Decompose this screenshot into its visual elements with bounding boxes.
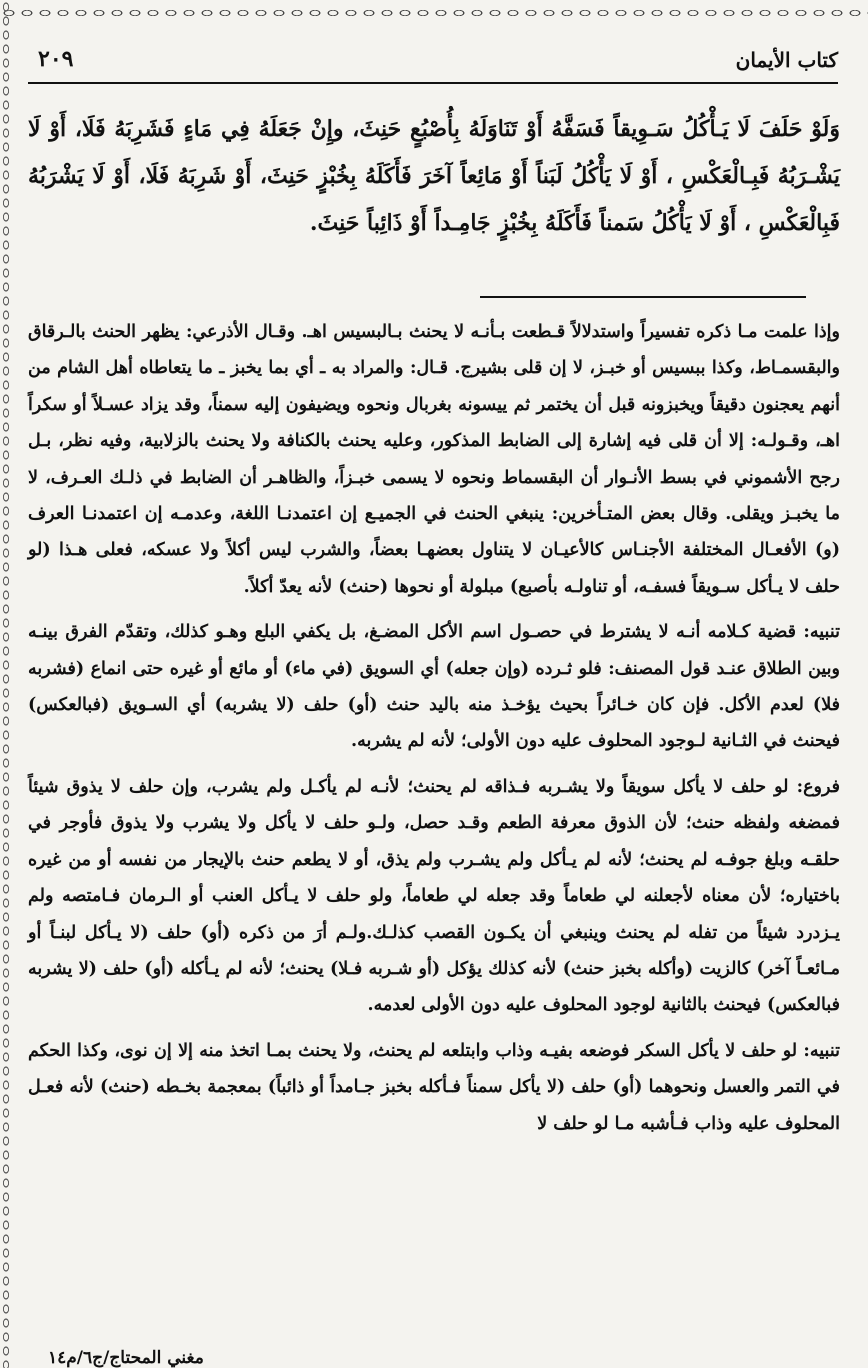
main-text-paragraph: وَلَوْ حَلَفَ لَا يَـأْكُلُ سَـوِيقاً فَسَفَّهُ أَوْ تَنَاوَلَهُ بِأُصْبُعٍ حَنِثَ، وإِنْ جَعَلَهُ فِي مَاءٍ فَشَرِبَهُ فَلَا، أَوْ لَا يَشْـرَبُهُ فَبِـالْعَكْسِ ، أَوْ لَا يَأْكُلُ لَبَناً أَوْ مَائِعاً آخَرَ فَأَكَلَهُ بِخُبْزٍ حَنِثَ، أَوْ شَرِبَهُ فَلَا، أَوْ لَا يَشْرَبُهُ فَبِالْعَكْسِ ، أَوْ لَا يَأْكُلُ سَمناً فَأَكَلَهُ بِخُبْزٍ جَامِـداً أَوْ ذَائِباً حَنِثَ. xyxy=(28,116,840,236)
commentary xyxy=(28,314,840,1142)
page-number: ٢٠٩ xyxy=(38,46,74,72)
decorative-top-border xyxy=(0,0,868,26)
commentary-paragraph-2: تنبيه: قضية كـلامه أنـه لا يشترط في حصـول اسم الأكل المضـغ، بل يكفي البلع وهـو كذلك، وتقدّم الفرق بينـه وبين الطلاق عنـد قول المصنف: فلو ثـرده (وإن جعله) أي السويق (في ماء) أو مائع أو غيره حتى انماع (فشربه فلا) لعدم الأكل. فإن كان خـائراً بحيث يؤخـذ منه باليد حنث (أو) حلف (لا يشربه) أي السـويق (فبالعكس) فيحنث في الثـانية لـوجود المحلوف عليه دون الأولى؛ لأنه لم يشربه. xyxy=(28,622,840,752)
main-text xyxy=(28,106,840,247)
commentary-paragraph-1: وإذا علمت مـا ذكره تفسيراً واستدلالاً قـطعت بـأنـه لا يحنث بـالبسيس اهـ. وقـال الأذرعي: يظهر الحنث بالـرقاق والبقسمـاط، وكذا ببسيس أو خبـز، لا إن قلى بشيرج. قـال: والمراد به ـ أي بما يخبز ـ ما يتعاطاه أهل الشام من أنهم يعجنون دقيقاً ويخبزونه قبل أن يختمر ثم ييسونه بغربال ونحوه ويضيفون إليه سمناً، وقد يزاد عسـلاً أو سكراً اهـ، وقـولـه: إلا أن قلى فيه إشارة إلى الضابط المذكور، وعليه يحنث بالكنافة ولا يحنث بالزلابية، وفيه نظر، بـل رجح الأشموني في بسط الأنـوار أن البقسماط ونحوه لا يسمى خبـزاً، والظاهـر أن الضابط في ذلـك العـرف، لا ما يخبـز ويقلى. وقال بعض المتـأخرين: ينبغي الحنث في الجميـع إن اعتمدنـا اللغة، وعدمـه إن اعتمدنـا العرف (و) الأفعـال المختلفة الأجنـاس كالأعيـان لا يتناول بعضهـا بعضاً، والشرب ليس أكلاً ولا عسكه، فعلى هـذا (لو حلف لا يـأكل سـويقاً فسفـه، أو تناولـه بأصبع) مبلولة أو نحوها (حنث) لأنه يعدّ أكلاً. xyxy=(28,322,840,597)
commentary-paragraph-4: تنبيه: لو حلف لا يأكل السكر فوضعه بفيـه وذاب وابتلعه لم يحنث، ولا يحنث بمـا اتخذ منه إلا إن نوى، وكذا الحكم في التمر والعسل ونحوهما (أو) حلف (لا يأكل سمناً فـأكله بخبز جـامداً أو ذائباً) بمعجمة بخـطه (حنث) لأنه فعـل المحلوف عليه وذاب فـأشبه مـا لو حلف لا xyxy=(28,1040,840,1134)
section-separator xyxy=(480,296,806,298)
book-page xyxy=(28,28,846,1368)
commentary-paragraph-3: فروع: لو حلف لا يأكل سويقاً ولا يشـربه فـذاقه لم يحنث؛ لأنـه لم يأكـل ولم يشرب، وإن حلف لا يذوق شيئاً فمضغه ولفظه حنث؛ لأن الذوق معرفة الطعم وقـد حصل، ولـو حلف لا يأكل ولا يشرب ولا يذوق فأوجر في حلقـه وبلغ جوفـه لم يحنث؛ لأنه لم يـأكل ولم يشـرب ولم يذق، أو لا يطعم حنث بالإيجار من نفسه أو من غيره باختياره؛ لأن معناه لأجعلنه لي طعاماً وقد جعله لي طعاماً، ولو حلف لا يـأكل العنب أو الـرمان فـامتصه ولم يـزدرد شيئاً من تفله لم يحنث وينبغي أن يكـون القصب كذلـك.ولـم أرَ من ذكره (أو) حلف (لا يـأكل لبنـاً أو مـائعـاً آخر) كالزيت (وأكله بخبز حنث) لأنه كذلك يؤكل (أو شـربه فـلا) يحنث؛ لأنه لم يـأكله (أو) حلف (لا يشربه فبالعكس) فيحنث بالثانية لوجود المحلوف عليه دون الأولى لعدمه. xyxy=(28,776,840,1016)
signature-mark: مغني المحتاج/ج٦/م١٤ xyxy=(48,1348,204,1368)
decorative-left-border xyxy=(0,0,14,1368)
page-header xyxy=(28,42,838,84)
book-title: كتاب الأيمان xyxy=(735,48,838,72)
